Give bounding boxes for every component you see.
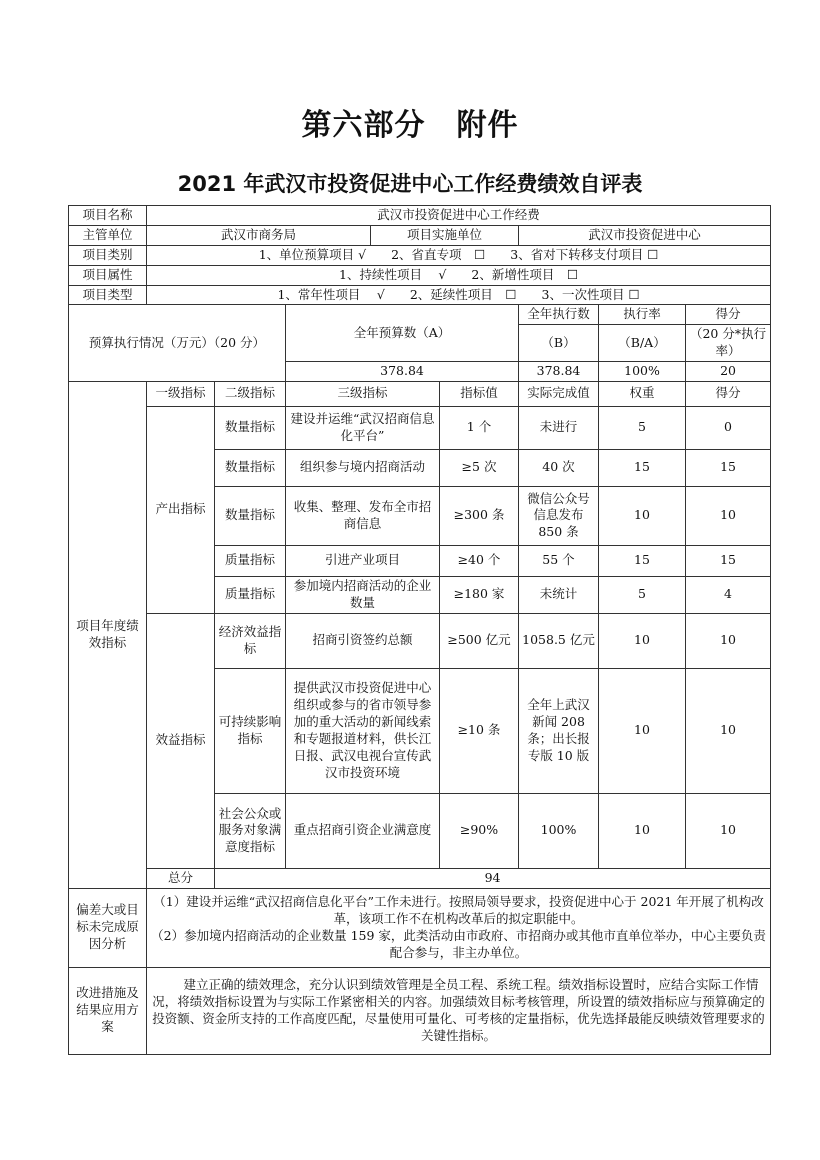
cell-level2: 数量指标 — [215, 406, 286, 449]
cell-level2: 经济效益指标 — [215, 613, 286, 668]
cell-target: ≥90% — [440, 793, 519, 868]
row-category — [69, 245, 771, 265]
project-name-value: 武汉市投资促进中心工作经费 — [147, 206, 771, 226]
budget-val-score: 20 — [686, 362, 771, 382]
row-indicator-headers — [69, 381, 771, 406]
row-department — [69, 225, 771, 245]
cell-level2: 社会公众或服务对象满意度指标 — [215, 793, 286, 868]
indicators-section-label: 项目年度绩效指标 — [69, 381, 147, 888]
impl-label: 项目实施单位 — [371, 225, 519, 245]
improvement-content — [147, 967, 771, 1054]
cell-score: 15 — [686, 545, 771, 576]
cell-actual: 40 次 — [519, 449, 599, 486]
cell-level2: 数量指标 — [215, 486, 286, 545]
header-level1: 一级指标 — [147, 381, 215, 406]
budget-col-rate-1: 执行率 — [599, 305, 686, 325]
row-project-name — [69, 206, 771, 226]
cell-target: 1 个 — [440, 406, 519, 449]
cell-target: ≥500 亿元 — [440, 613, 519, 668]
cell-level3: 建设并运维“武汉招商信息化平台” — [286, 406, 440, 449]
performance-table — [68, 205, 771, 1055]
table-row — [69, 406, 771, 449]
cell-weight: 10 — [599, 668, 686, 793]
cell-level3: 引进产业项目 — [286, 545, 440, 576]
row-budget-head — [69, 305, 771, 325]
cell-weight: 10 — [599, 793, 686, 868]
budget-col-rate-2: （B/A） — [599, 325, 686, 362]
row-improvement — [69, 967, 771, 1054]
cell-weight: 15 — [599, 545, 686, 576]
cell-target: ≥180 家 — [440, 576, 519, 613]
cell-score: 10 — [686, 486, 771, 545]
project-name-label: 项目名称 — [69, 206, 147, 226]
cell-score: 4 — [686, 576, 771, 613]
budget-col-b-1: 全年执行数 — [519, 305, 599, 325]
cell-actual: 55 个 — [519, 545, 599, 576]
attribute-label: 项目属性 — [69, 265, 147, 285]
cell-weight: 10 — [599, 613, 686, 668]
cell-actual: 未进行 — [519, 406, 599, 449]
deviation-paragraph-1: （1）建设并运维“武汉招商信息化平台”工作未进行。按照局领导要求，投资促进中心于 2021 年开展了机构改革，该项工作不在机构改革后的拟定职能中。 — [153, 894, 764, 926]
dept-label: 主管单位 — [69, 225, 147, 245]
table-row — [69, 613, 771, 668]
header-actual: 实际完成值 — [519, 381, 599, 406]
budget-val-b: 378.84 — [519, 362, 599, 382]
budget-col-a: 全年预算数（A） — [286, 305, 519, 362]
cell-level2: 可持续影响指标 — [215, 668, 286, 793]
header-level3: 三级指标 — [286, 381, 440, 406]
cell-level3: 组织参与境内招商活动 — [286, 449, 440, 486]
budget-col-score-2: （20 分*执行率） — [686, 325, 771, 362]
row-type — [69, 285, 771, 305]
cell-level3: 收集、整理、发布全市招商信息 — [286, 486, 440, 545]
cell-score: 10 — [686, 613, 771, 668]
cell-level2: 质量指标 — [215, 545, 286, 576]
header-target: 指标值 — [440, 381, 519, 406]
budget-val-rate: 100% — [599, 362, 686, 382]
header-weight: 权重 — [599, 381, 686, 406]
page-title: 第六部分 附件 — [301, 108, 519, 143]
total-value: 94 — [215, 868, 771, 888]
cell-actual: 微信公众号信息发布 850 条 — [519, 486, 599, 545]
cell-level3: 重点招商引资企业满意度 — [286, 793, 440, 868]
total-label: 总分 — [147, 868, 215, 888]
budget-col-score-1: 得分 — [686, 305, 771, 325]
improvement-paragraph: 建立正确的绩效理念，充分认识到绩效管理是全员工程、系统工程。绩效指标设置时，应结合实际工作情况，将绩效指标设置为与实际工作紧密相关的内容。加强绩效目标考核管理，所设置的绩效指标应与预算确定的投资额、资金所支持的工作高度匹配，尽量使用可量化、可考核的定量指标，优先选择最能反映绩效管理要求的关键性指标。 — [152, 977, 765, 1043]
type-value: 1、常年性项目 √ 2、延续性项目 ☐ 3、一次性项目 ☐ — [147, 285, 771, 305]
cell-actual: 全年上武汉新闻 208 条；出长报专版 10 版 — [519, 668, 599, 793]
table-title: 2021 年武汉市投资促进中心工作经费绩效自评表 — [177, 172, 643, 196]
cell-actual: 1058.5 亿元 — [519, 613, 599, 668]
cell-level3: 招商引资签约总额 — [286, 613, 440, 668]
cell-score: 0 — [686, 406, 771, 449]
cell-weight: 10 — [599, 486, 686, 545]
category-label: 项目类别 — [69, 245, 147, 265]
category-value: 1、单位预算项目 √ 2、省直专项 ☐ 3、省对下转移支付项目 ☐ — [147, 245, 771, 265]
deviation-content — [147, 888, 771, 967]
budget-label: 预算执行情况（万元）（20 分） — [69, 305, 286, 382]
cell-target: ≥40 个 — [440, 545, 519, 576]
header-level2: 二级指标 — [215, 381, 286, 406]
cell-score: 15 — [686, 449, 771, 486]
cell-score: 10 — [686, 793, 771, 868]
budget-col-b-2: （B） — [519, 325, 599, 362]
cell-target: ≥5 次 — [440, 449, 519, 486]
row-attribute — [69, 265, 771, 285]
budget-val-a: 378.84 — [286, 362, 519, 382]
deviation-paragraph-2: （2）参加境内招商活动的企业数量 159 家，此类活动由市政府、市招商办或其他市直单位举办，中心主要负责配合参与，非主办单位。 — [151, 927, 766, 960]
attribute-value: 1、持续性项目 √ 2、新增性项目 ☐ — [147, 265, 771, 285]
cell-score: 10 — [686, 668, 771, 793]
improvement-label: 改进措施及结果应用方案 — [69, 967, 147, 1054]
cell-level2: 质量指标 — [215, 576, 286, 613]
impl-value: 武汉市投资促进中心 — [519, 225, 771, 245]
cell-target: ≥10 条 — [440, 668, 519, 793]
cell-weight: 5 — [599, 406, 686, 449]
cell-level3: 参加境内招商活动的企业数量 — [286, 576, 440, 613]
row-deviation — [69, 888, 771, 967]
cell-weight: 15 — [599, 449, 686, 486]
cell-level2: 数量指标 — [215, 449, 286, 486]
deviation-label: 偏差大或目标未完成原因分析 — [69, 888, 147, 967]
benefit-indicator-label: 效益指标 — [147, 613, 215, 868]
output-indicator-label: 产出指标 — [147, 406, 215, 613]
cell-actual: 100% — [519, 793, 599, 868]
header-score: 得分 — [686, 381, 771, 406]
cell-target: ≥300 条 — [440, 486, 519, 545]
cell-actual: 未统计 — [519, 576, 599, 613]
cell-level3: 提供武汉市投资促进中心组织或参与的省市领导参加的重大活动的新闻线索和专题报道材料，供长江日报、武汉电视台宣传武汉市投资环境 — [286, 668, 440, 793]
cell-weight: 5 — [599, 576, 686, 613]
row-total — [69, 868, 771, 888]
dept-value: 武汉市商务局 — [147, 225, 371, 245]
type-label: 项目类型 — [69, 285, 147, 305]
